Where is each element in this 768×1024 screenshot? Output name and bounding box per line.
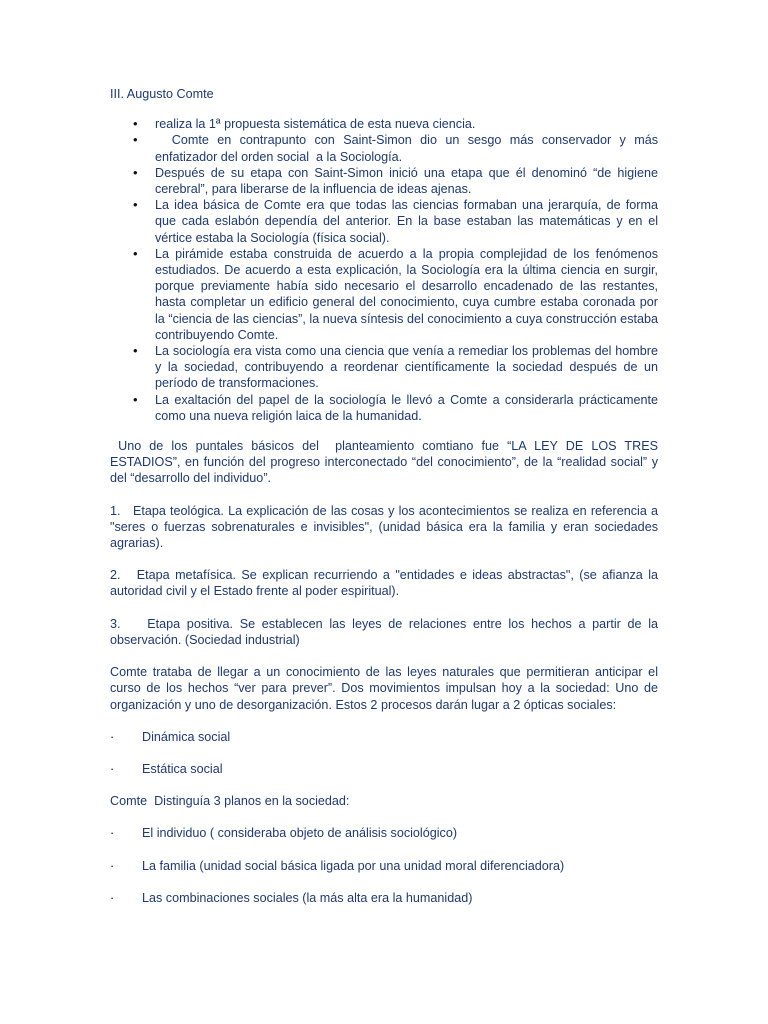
bullet-icon: • <box>133 391 138 407</box>
list-item: • La pirámide estaba construida de acuerdo a la propia complejidad de los fenómenos estudiados. De acuerdo a esta explicación, la Sociología era la última ciencia en surgir, porque previamente había sido necesario el desarrollo encadenado de las restantes, hasta completar un edificio general del conocimiento, cuya cumbre estaba coronada por la “ciencia de las ciencias”, la nueva síntesis del conocimiento a cuya construcción estaba contribuyendo Comte. <box>133 245 658 342</box>
list-item: • Después de su etapa con Saint-Simon inició una etapa que él denominó “de higiene cerebral”, para liberarse de la influencia de ideas ajenas. <box>133 164 658 197</box>
list-item: • La sociología era vista como una ciencia que venía a remediar los problemas del hombre y la sociedad, contribuyendo a reordenar científicamente la sociedad después de un período de transformaciones. <box>133 343 658 391</box>
list-item: · El individuo ( consideraba objeto de análisis sociológico) <box>110 826 458 841</box>
stage-theological: 1. Etapa teológica. La explicación de las cosas y los acontecimientos se realiza en referencia a "seres o fuerzas sobrenaturales e invisibles", (unidad básica era la familia y eran sociedades agrarias). <box>110 503 662 551</box>
bullet-icon: • <box>133 245 138 261</box>
list-item: · La familia (unidad social básica ligada por una unidad moral diferenciadora) <box>110 858 565 873</box>
three-stages-intro: Uno de los puntales básicos del planteamiento comtiano fue “LA LEY DE LOS TRES ESTADIOS”, en función del progreso interconectado “del conocimiento”, de la “realidad social” y del “desarrollo del individuo”. <box>110 439 662 486</box>
middot-icon: · <box>110 761 115 776</box>
bullet-icon: • <box>133 343 138 359</box>
bullet-icon: • <box>133 164 138 180</box>
list-item: · Dinámica social <box>110 729 231 744</box>
middot-icon: · <box>110 890 115 905</box>
stage-metaphysical: 2. Etapa metafísica. Se explican recurriendo a "entidades e ideas abstractas", (se afianza la autoridad civil y el Estado frente al poder espiritual). <box>110 568 662 599</box>
bullet-icon: • <box>133 197 138 213</box>
middot-icon: · <box>110 826 115 841</box>
planes-intro: Comte Distinguía 3 planos en la sociedad: <box>110 794 350 809</box>
bullet-icon: • <box>133 132 138 148</box>
list-item: • realiza la 1ª propuesta sistemática de esta nueva ciencia. <box>133 116 476 132</box>
comte-paragraph: Comte trataba de llegar a un conocimiento de las leyes naturales que permitieran anticipar el curso de los hechos “ver para prever”. Dos movimientos impulsan hoy a la sociedad: Uno de organización y uno de desorganización. Estos 2 procesos darán lugar a 2 ópticas sociales: <box>110 665 658 712</box>
middot-icon: · <box>110 729 115 744</box>
bullet-list <box>110 116 662 424</box>
list-item: • La idea básica de Comte era que todas las ciencias formaban una jerarquía, de forma que cada eslabón dependía del anterior. En la base estaban las matemáticas y en el vértice estaba la Sociología (física social). <box>133 197 658 245</box>
list-item: • La exaltación del papel de la sociología le llevó a Comte a considerarla prácticamente como una nueva religión laica de la humanidad. <box>133 391 658 423</box>
bullet-icon: • <box>133 116 138 132</box>
list-item: • Comte en contrapunto con Saint-Simon dio un sesgo más conservador y más enfatizador del orden social a la Sociología. <box>133 132 662 164</box>
list-item: · Estática social <box>110 761 223 776</box>
section-heading: III. Augusto Comte <box>110 87 214 101</box>
stage-positive: 3. Etapa positiva. Se establecen las leyes de relaciones entre los hechos a partir de la observación. (Sociedad industrial) <box>110 616 662 647</box>
list-item: · Las combinaciones sociales (la más alta era la humanidad) <box>110 890 473 905</box>
middot-icon: · <box>110 858 115 873</box>
